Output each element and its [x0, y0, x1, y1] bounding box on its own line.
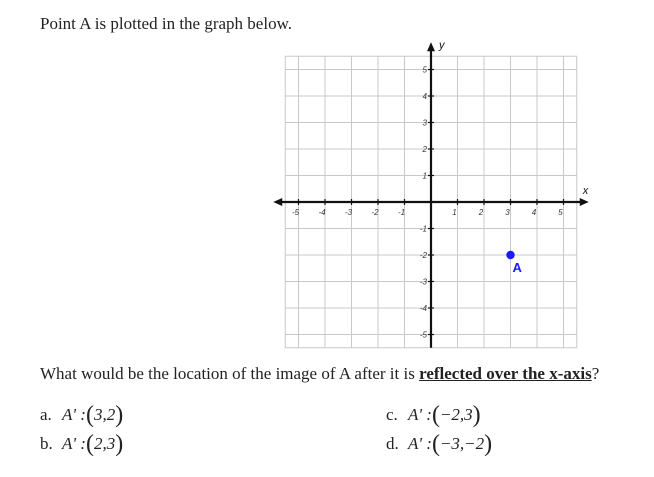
y-tick-label: -2 — [419, 251, 427, 260]
y-tick-label: -3 — [419, 277, 427, 287]
x-tick-label: 1 — [452, 208, 457, 217]
x-tick-label: 2 — [478, 208, 484, 217]
open-paren: ( — [85, 431, 94, 457]
choice-d[interactable] — [386, 432, 492, 456]
x-axis-arrow-left — [273, 198, 282, 206]
x-tick-label: -4 — [318, 208, 326, 217]
choice-coords: −2,3 — [439, 405, 473, 424]
y-tick-label: -5 — [419, 330, 427, 340]
y-tick-label: -4 — [419, 304, 427, 313]
x-tick-label: -3 — [344, 208, 353, 217]
choice-letter: a. — [40, 405, 52, 424]
close-paren: ) — [115, 431, 124, 457]
choice-coords: 3,2 — [93, 405, 116, 424]
problem-intro: Point A is plotted in the graph below. — [40, 14, 292, 33]
choice-letter: c. — [386, 405, 398, 424]
choice-prefix: A' : — [62, 405, 86, 424]
y-tick-label: 4 — [422, 92, 427, 101]
choice-c[interactable] — [386, 403, 481, 427]
question-pre: What would be the location of the image of A after it is — [40, 364, 420, 383]
y-axis-arrow-up — [427, 42, 435, 51]
choice-prefix: A' : — [408, 434, 432, 453]
open-paren: ( — [431, 402, 440, 428]
point-a-marker — [506, 251, 514, 259]
x-axis-label: x — [582, 185, 589, 197]
choice-a[interactable] — [40, 403, 123, 427]
open-paren: ( — [85, 402, 94, 428]
x-tick-label: -5 — [291, 208, 300, 217]
x-tick-label: 3 — [505, 208, 510, 217]
choice-coords: −3,−2 — [439, 434, 485, 453]
choice-prefix: A' : — [408, 405, 432, 424]
y-tick-label: 3 — [422, 118, 427, 128]
x-axis-arrow-right — [580, 198, 589, 206]
choice-b[interactable] — [40, 432, 123, 456]
x-tick-label: -1 — [397, 208, 406, 217]
point-a-label: A — [512, 260, 522, 275]
y-axis-label: y — [439, 39, 445, 52]
choice-letter: d. — [386, 434, 399, 453]
y-tick-label: 2 — [422, 145, 427, 154]
choice-coords: 2,3 — [93, 434, 116, 453]
choice-letter: b. — [40, 434, 53, 453]
question-post: ? — [591, 364, 600, 383]
x-tick-label: 4 — [531, 208, 537, 217]
question-text — [40, 364, 599, 384]
open-paren: ( — [431, 431, 440, 457]
close-paren: ) — [484, 431, 493, 457]
y-tick-label: 1 — [422, 171, 427, 181]
x-tick-label: 5 — [558, 208, 563, 217]
close-paren: ) — [115, 402, 124, 428]
y-tick-label: -1 — [419, 224, 427, 234]
x-tick-label: -2 — [371, 208, 379, 217]
choice-prefix: A' : — [62, 434, 86, 453]
y-tick-label: 5 — [422, 65, 427, 75]
close-paren: ) — [472, 402, 481, 428]
question-emphasis: reflected over the x-axis — [419, 364, 592, 383]
